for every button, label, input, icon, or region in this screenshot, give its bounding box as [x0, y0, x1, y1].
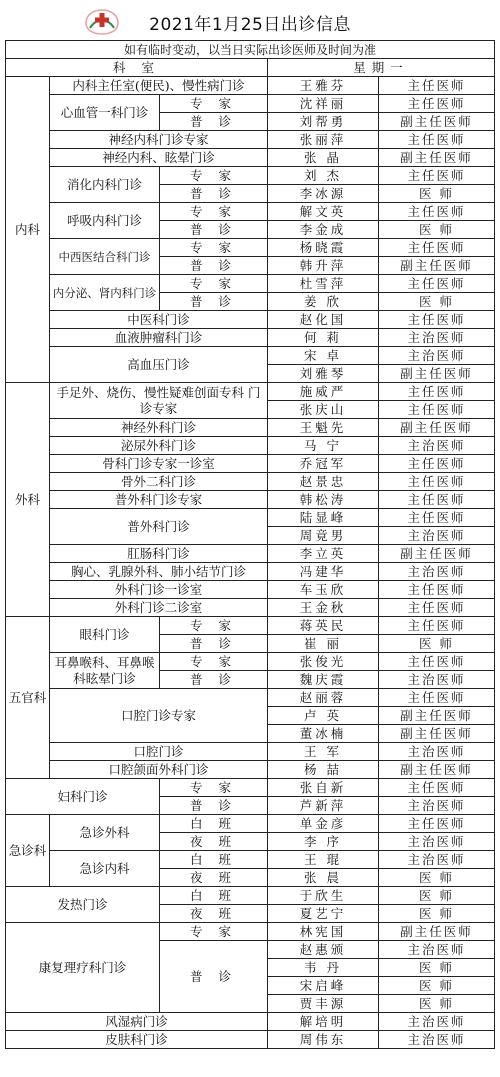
doctor-name: 张 晨: [268, 869, 379, 887]
header-dept: 科 室: [6, 59, 268, 77]
doctor-title: 主治医师: [379, 329, 495, 347]
clinic-cell: 骨科门诊专家一诊室: [50, 455, 268, 473]
doctor-title: 主治医师: [379, 851, 495, 869]
clinic-cell: 肛肠科门诊: [50, 545, 268, 563]
doctor-name: 马 宁: [268, 437, 379, 455]
doctor-title: 副主任医师: [379, 923, 495, 941]
doctor-name: 张自新: [268, 779, 379, 797]
doctor-title: 主任医师: [379, 455, 495, 473]
clinic-cell: 口腔门诊专家: [50, 689, 268, 743]
header-day: 星期一: [268, 59, 495, 77]
doctor-name: 于欣生: [268, 887, 379, 905]
doctor-name: 赵惠颁: [268, 941, 379, 959]
doctor-title: 主任医师: [379, 689, 495, 707]
doctor-name: 张丽萍: [268, 131, 379, 149]
doctor-title: 主任医师: [379, 275, 495, 293]
table-row: [6, 851, 495, 869]
doctor-name: 冯建华: [268, 563, 379, 581]
doctor-title: 副主任医师: [379, 365, 495, 383]
table-row: [6, 275, 495, 293]
doctor-title: 医 师: [379, 185, 495, 203]
type-cell: 专 家: [160, 239, 268, 257]
table-row: [6, 383, 495, 401]
table-row: [6, 653, 495, 671]
dept-group: 急诊科: [6, 815, 50, 887]
doctor-title: 医 师: [379, 959, 495, 977]
clinic-cell: 神经外科门诊: [50, 419, 268, 437]
doctor-title: 副主任医师: [379, 725, 495, 743]
table-row: [6, 743, 495, 761]
doctor-name: 董冰楠: [268, 725, 379, 743]
clinic-cell: 口腔门诊: [50, 743, 268, 761]
dept-group: 内科: [6, 77, 50, 383]
doctor-name: 张俊光: [268, 653, 379, 671]
clinic-cell: 外科门诊一诊室: [50, 581, 268, 599]
type-cell: 白 班: [160, 815, 268, 833]
clinic-cell: 急诊内科: [50, 851, 160, 887]
type-cell: 专 家: [160, 617, 268, 635]
table-row: [6, 599, 495, 617]
table-row: [6, 77, 495, 95]
doctor-title: 主治医师: [379, 797, 495, 815]
doctor-title: 主任医师: [379, 401, 495, 419]
doctor-name: 解培明: [268, 1013, 379, 1031]
table-row: [6, 1013, 495, 1031]
table-row: [6, 779, 495, 797]
doctor-title: 副主任医师: [379, 113, 495, 131]
doctor-title: 主任医师: [379, 203, 495, 221]
clinic-cell: 神经内科、眩晕门诊: [50, 149, 268, 167]
doctor-name: 杨晓霞: [268, 239, 379, 257]
doctor-name: 林宪国: [268, 923, 379, 941]
clinic-cell: 外科门诊二诊室: [50, 599, 268, 617]
doctor-name: 王 琨: [268, 851, 379, 869]
table-row: [6, 545, 495, 563]
clinic-cell: 口腔颌面外科门诊: [50, 761, 268, 779]
doctor-name: 宋启峰: [268, 977, 379, 995]
table-row: [6, 437, 495, 455]
table-row: [6, 473, 495, 491]
doctor-name: 沈祥丽: [268, 95, 379, 113]
doctor-name: 夏艺宁: [268, 905, 379, 923]
doctor-title: 主任医师: [379, 815, 495, 833]
doctor-name: 杜雪萍: [268, 275, 379, 293]
doctor-name: 单金彦: [268, 815, 379, 833]
type-cell: 普 诊: [160, 635, 268, 653]
doctor-title: 主治医师: [379, 743, 495, 761]
doctor-name: 刘雅琴: [268, 365, 379, 383]
type-cell: 专 家: [160, 203, 268, 221]
type-cell: 普 诊: [160, 257, 268, 275]
doctor-title: 主治医师: [379, 1013, 495, 1031]
clinic-cell: 康复理疗科门诊: [6, 923, 160, 1013]
table-row: [6, 563, 495, 581]
doctor-title: 主治医师: [379, 1031, 495, 1049]
doctor-title: 主任医师: [379, 95, 495, 113]
doctor-title: 主任医师: [379, 473, 495, 491]
table-row: [6, 419, 495, 437]
table-row: [6, 239, 495, 257]
header-row: [6, 59, 495, 77]
table-row: [6, 95, 495, 113]
table-row: [6, 1031, 495, 1049]
doctor-name: 陆显峰: [268, 509, 379, 527]
doctor-name: 宋 卓: [268, 347, 379, 365]
doctor-name: 杨 喆: [268, 761, 379, 779]
clinic-cell: 血液肿瘤科门诊: [50, 329, 268, 347]
doctor-title: 医 师: [379, 635, 495, 653]
doctor-title: 主任医师: [379, 779, 495, 797]
table-row: [6, 887, 495, 905]
type-cell: 夜 班: [160, 833, 268, 851]
doctor-title: 医 师: [379, 977, 495, 995]
table-row: [6, 581, 495, 599]
doctor-title: 主任医师: [379, 311, 495, 329]
type-cell: 普 诊: [160, 797, 268, 815]
type-cell: 专 家: [160, 95, 268, 113]
doctor-title: 主任医师: [379, 599, 495, 617]
doctor-name: 李立英: [268, 545, 379, 563]
dept-group: 外科: [6, 383, 50, 617]
doctor-title: 主治医师: [379, 437, 495, 455]
type-cell: 夜 班: [160, 869, 268, 887]
doctor-name: 王金秋: [268, 599, 379, 617]
doctor-title: 主治医师: [379, 347, 495, 365]
clinic-cell: 消化内科门诊: [50, 167, 160, 203]
clinic-cell: 普外科门诊: [50, 509, 268, 545]
doctor-title: 主任医师: [379, 383, 495, 401]
doctor-title: 副主任医师: [379, 149, 495, 167]
clinic-cell: 普外科门诊专家: [50, 491, 268, 509]
doctor-name: 赵丽蓉: [268, 689, 379, 707]
table-row: [6, 149, 495, 167]
table-row: [6, 689, 495, 707]
doctor-title: 主任医师: [379, 509, 495, 527]
clinic-cell: 皮肤科门诊: [6, 1031, 268, 1049]
doctor-title: 主治医师: [379, 941, 495, 959]
table-row: [6, 347, 495, 365]
doctor-title: 主任医师: [379, 77, 495, 95]
type-cell: 专 家: [160, 167, 268, 185]
doctor-name: 张庆山: [268, 401, 379, 419]
doctor-name: 卢 英: [268, 707, 379, 725]
clinic-cell: 急诊外科: [50, 815, 160, 851]
type-cell: 专 家: [160, 779, 268, 797]
type-cell: 白 班: [160, 887, 268, 905]
doctor-name: 贾丰源: [268, 995, 379, 1013]
clinic-cell: 高血压门诊: [50, 347, 268, 383]
doctor-name: 韩升萍: [268, 257, 379, 275]
doctor-name: 解文英: [268, 203, 379, 221]
doctor-title: 主任医师: [379, 239, 495, 257]
doctor-title: 主任医师: [379, 653, 495, 671]
type-cell: 普 诊: [160, 185, 268, 203]
doctor-title: 医 师: [379, 887, 495, 905]
doctor-name: 李金成: [268, 221, 379, 239]
table-row: [6, 131, 495, 149]
table-row: [6, 329, 495, 347]
doctor-name: 魏庆霞: [268, 671, 379, 689]
doctor-title: 主任医师: [379, 167, 495, 185]
table-row: [6, 203, 495, 221]
doctor-title: 主治医师: [379, 671, 495, 689]
table-row: [6, 815, 495, 833]
notice-text: 如有临时变动，以当日实际出诊医师及时间为准: [6, 41, 495, 59]
notice-row: [6, 41, 495, 59]
doctor-title: 主任医师: [379, 131, 495, 149]
doctor-title: 主任医师: [379, 581, 495, 599]
clinic-cell: 中医科门诊: [50, 311, 268, 329]
clinic-cell: 呼吸内科门诊: [50, 203, 160, 239]
doctor-title: 副主任医师: [379, 761, 495, 779]
doctor-name: 刘 杰: [268, 167, 379, 185]
doctor-name: 王魁先: [268, 419, 379, 437]
doctor-title: 副主任医师: [379, 545, 495, 563]
schedule-table: [5, 40, 495, 1049]
doctor-name: 李冰源: [268, 185, 379, 203]
doctor-name: 乔冠军: [268, 455, 379, 473]
table-row: [6, 761, 495, 779]
dept-group: 五官科: [6, 617, 50, 779]
doctor-title: 副主任医师: [379, 419, 495, 437]
clinic-cell: 妇科门诊: [6, 779, 160, 815]
doctor-title: 医 师: [379, 995, 495, 1013]
doctor-name: 施威严: [268, 383, 379, 401]
doctor-title: 主任医师: [379, 491, 495, 509]
table-row: [6, 509, 495, 527]
doctor-title: 副主任医师: [379, 707, 495, 725]
clinic-cell: 内科主任室(便民)、慢性病门诊: [50, 77, 268, 95]
page-title: 2021年1月25日出诊信息: [149, 15, 351, 35]
type-cell: 专 家: [160, 923, 268, 941]
clinic-cell: 中西医结合科门诊: [50, 239, 160, 275]
clinic-cell: 内分泌、肾内科门诊: [50, 275, 160, 311]
type-cell: 普 诊: [160, 293, 268, 311]
clinic-cell: 风湿病门诊: [6, 1013, 268, 1031]
doctor-name: 芦新萍: [268, 797, 379, 815]
clinic-cell: 心血管一科门诊: [50, 95, 160, 131]
table-row: [6, 617, 495, 635]
doctor-name: 李 序: [268, 833, 379, 851]
doctor-name: 王雅芬: [268, 77, 379, 95]
clinic-cell: 胸心、乳腺外科、肺小结节门诊: [50, 563, 268, 581]
doctor-title: 医 师: [379, 293, 495, 311]
doctor-name: 张 晶: [268, 149, 379, 167]
doctor-title: 主任医师: [379, 617, 495, 635]
doctor-name: 何 莉: [268, 329, 379, 347]
doctor-name: 赵化国: [268, 311, 379, 329]
doctor-name: 车玉欣: [268, 581, 379, 599]
clinic-cell: 眼科门诊: [50, 617, 160, 653]
type-cell: 普 诊: [160, 671, 268, 689]
doctor-title: 医 师: [379, 869, 495, 887]
doctor-name: 周竟男: [268, 527, 379, 545]
doctor-name: 姜 欣: [268, 293, 379, 311]
type-cell: 白 班: [160, 851, 268, 869]
clinic-cell: 骨外二科门诊: [50, 473, 268, 491]
doctor-title: 主治医师: [379, 833, 495, 851]
doctor-title: 主治医师: [379, 527, 495, 545]
clinic-cell: 神经内科门诊专家: [50, 131, 268, 149]
doctor-title: 主治医师: [379, 563, 495, 581]
doctor-name: 刘帮勇: [268, 113, 379, 131]
table-row: [6, 455, 495, 473]
clinic-cell: 发热门诊: [6, 887, 160, 923]
table-row: [6, 311, 495, 329]
doctor-title: 副主任医师: [379, 257, 495, 275]
doctor-name: 蒋英民: [268, 617, 379, 635]
doctor-name: 赵景忠: [268, 473, 379, 491]
doctor-name: 韦 丹: [268, 959, 379, 977]
table-row: [6, 491, 495, 509]
type-cell: 普 诊: [160, 941, 268, 1013]
type-cell: 普 诊: [160, 221, 268, 239]
doctor-title: 医 师: [379, 221, 495, 239]
clinic-cell: 泌尿外科门诊: [50, 437, 268, 455]
type-cell: 专 家: [160, 653, 268, 671]
doctor-name: 周伟东: [268, 1031, 379, 1049]
clinic-cell: 耳鼻喉科、耳鼻喉科眩晕门诊: [50, 653, 160, 689]
doctor-title: 医 师: [379, 905, 495, 923]
table-row: [6, 923, 495, 941]
type-cell: 夜 班: [160, 905, 268, 923]
type-cell: 专 家: [160, 275, 268, 293]
doctor-name: 王 军: [268, 743, 379, 761]
clinic-cell: 手足外、烧伤、慢性疑难创面专科 门诊专家: [50, 383, 268, 419]
table-row: [6, 167, 495, 185]
type-cell: 普 诊: [160, 113, 268, 131]
doctor-name: 韩松涛: [268, 491, 379, 509]
doctor-name: 崔 丽: [268, 635, 379, 653]
